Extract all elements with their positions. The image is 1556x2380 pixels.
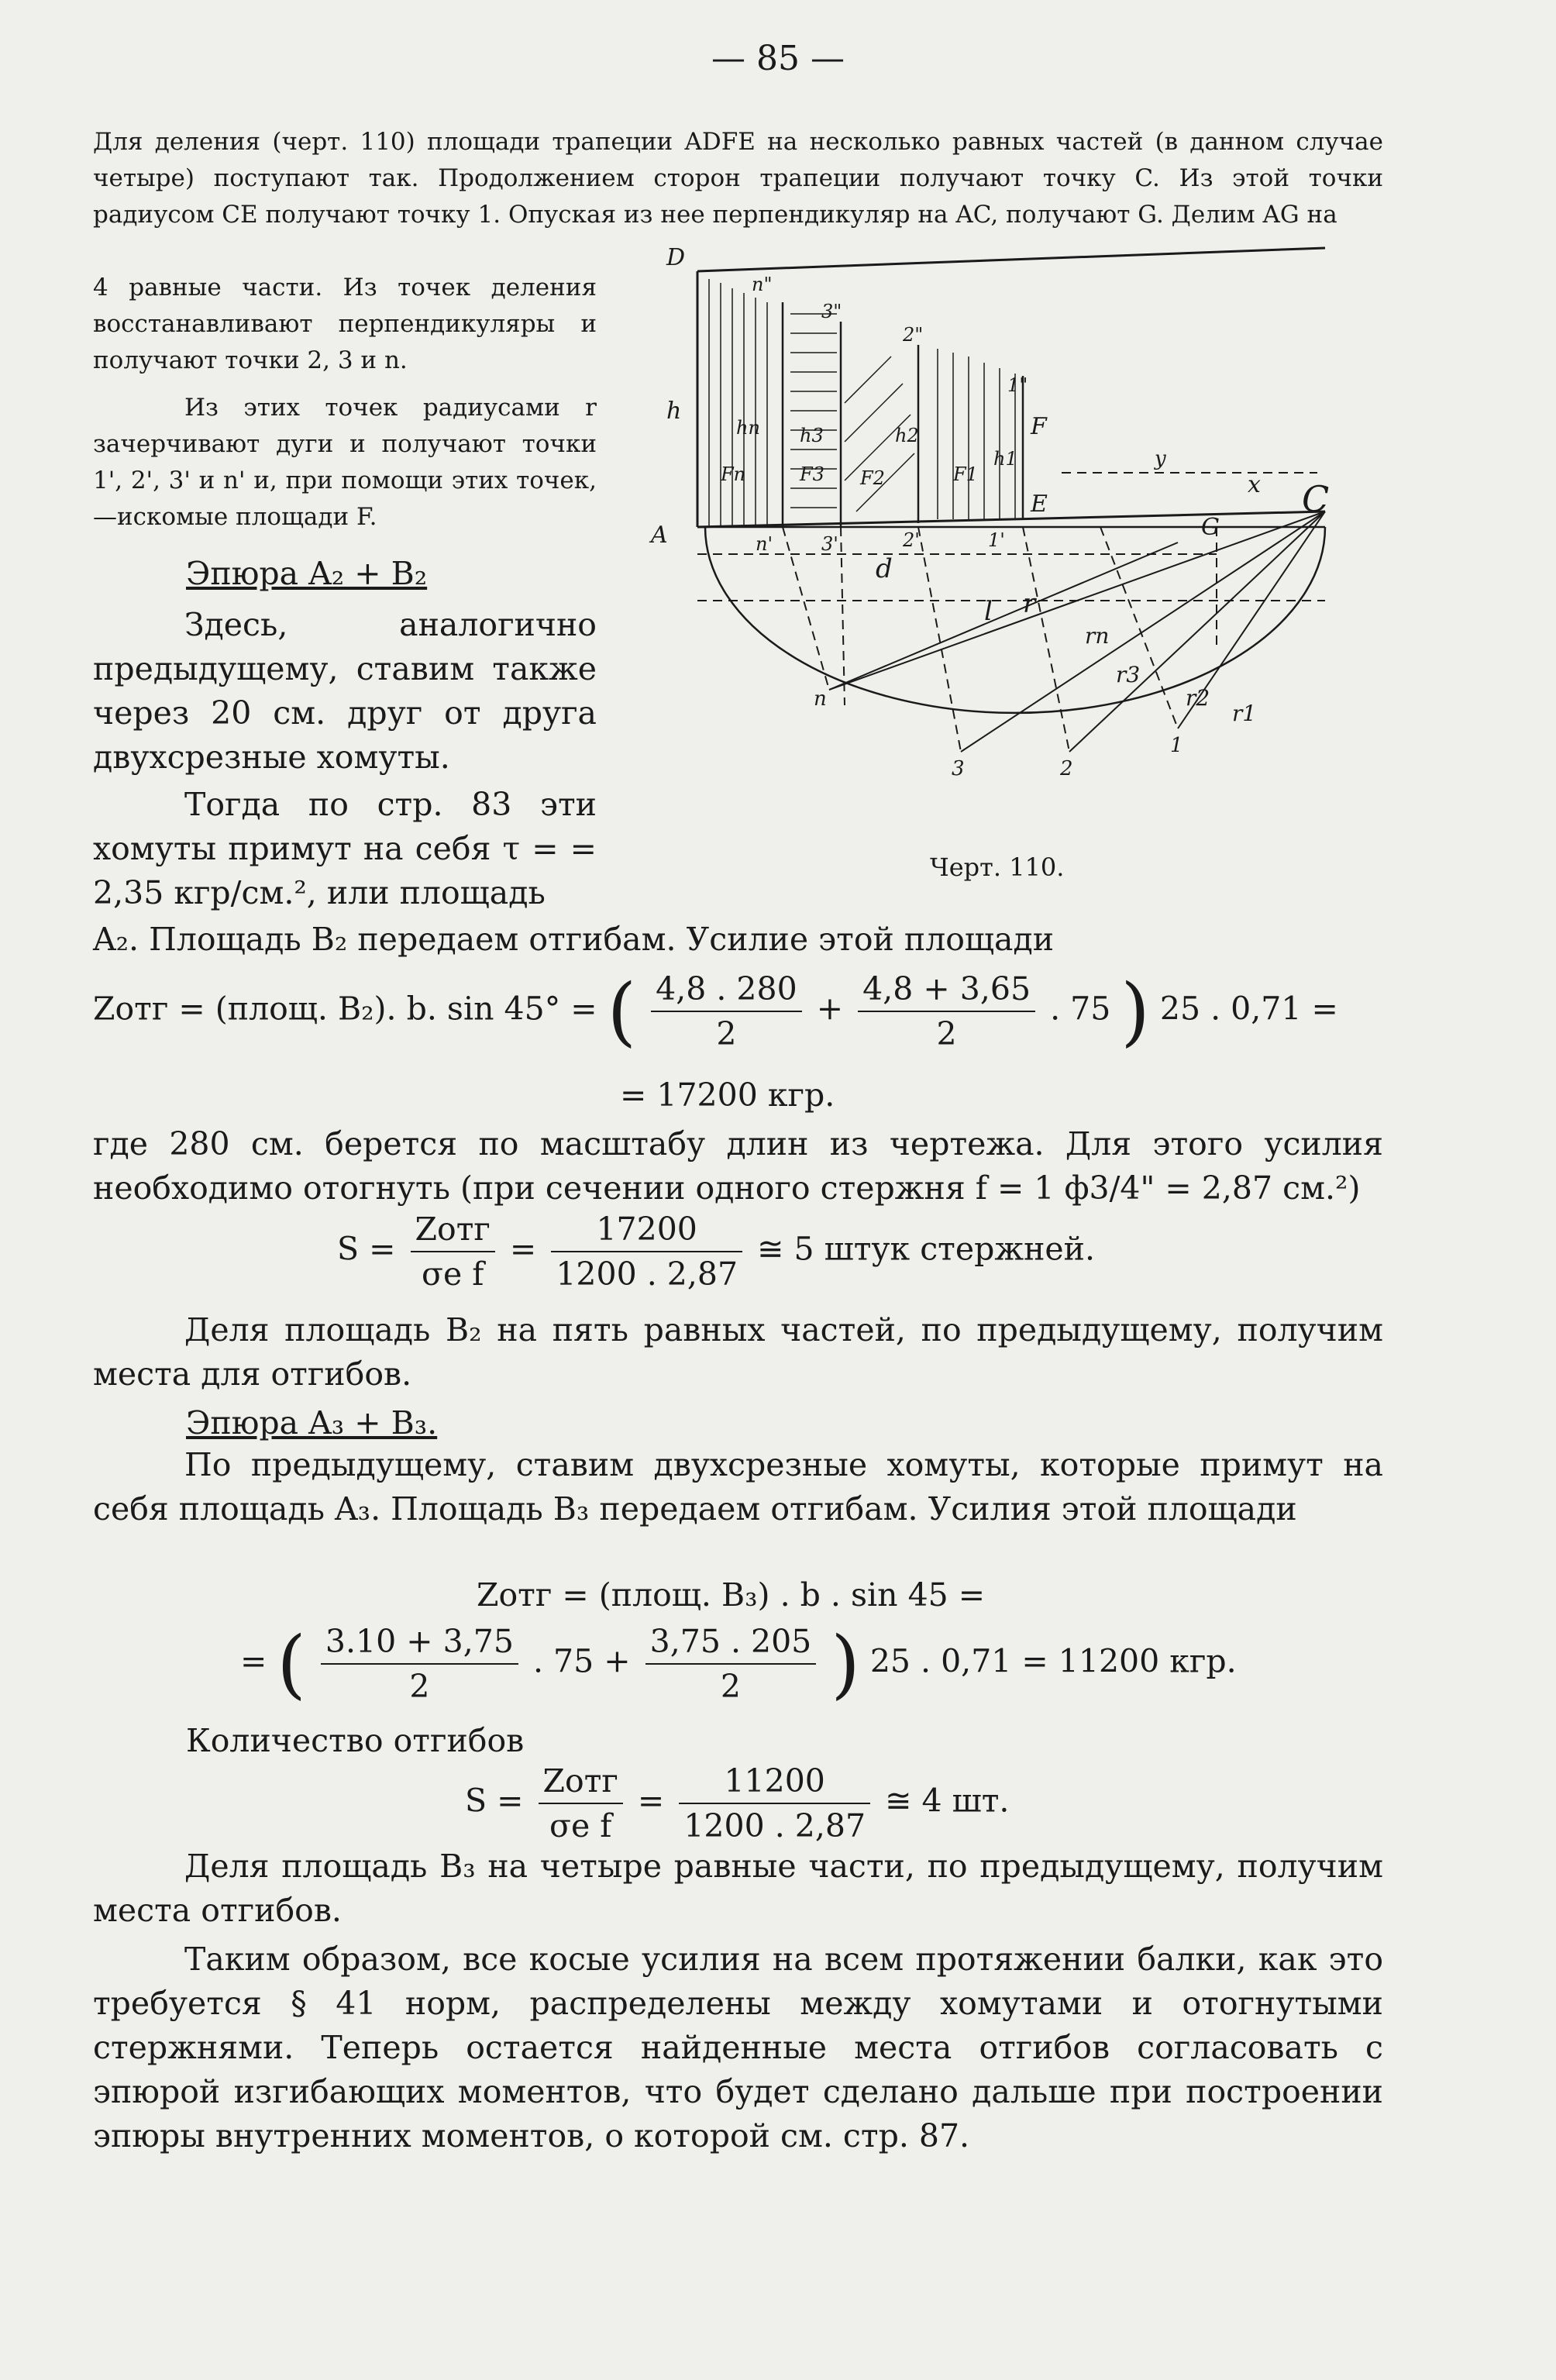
- figure-caption: Черт. 110.: [930, 852, 1065, 882]
- paragraph-final: Таким образом, все косые усилия на всем протяжении балки, как это требуется § 41 норм, распределены между хомутами и отогнутыми стержнями. Теперь остается найденные места отгибов согласовать с эпюрой изгибающих моментов, что будет сделано дальше при построении эпюры внутренних моментов, о которой см. стр. 87.: [93, 1941, 1383, 2154]
- equation-1-fraction-1: $\frac{4,8 . 280}{2}$: [651, 967, 802, 1056]
- equation-2-fraction-2: $\frac{17200}{1200 . 2,87}$: [551, 1207, 742, 1296]
- figure-label-y: y: [1155, 447, 1166, 470]
- figure-label-t1: 2': [903, 529, 920, 551]
- figure-label-r2: r2: [1186, 685, 1210, 711]
- section-heading-a3: Эпюра A₃ + B₃.: [186, 1404, 438, 1441]
- figure-label-l: l: [984, 596, 993, 627]
- equation-3-fraction-2: $\frac{3,75 . 205}{2}$: [645, 1620, 817, 1708]
- figure-label-hn: hn: [736, 417, 760, 439]
- figure-label-o1: 1': [988, 529, 1005, 551]
- equation-2-fraction-1: $\frac{\text{Zотг}}{\text{σe f}}$: [411, 1207, 495, 1296]
- figure-label-rn: rn: [1085, 623, 1110, 649]
- figure-label-x: x: [1248, 471, 1261, 498]
- figure-label-F3: F3: [800, 463, 824, 485]
- figure-label-pn: n: [814, 687, 827, 711]
- equation-1-fraction-2: $\frac{4,8 + 3,65}{2}$: [858, 967, 1035, 1056]
- equation-4: S = $\frac{\text{Zотг}}{\text{σe f}}$ = $\frac{11200}{1200 . 2,87}$ ≅ 4 шт.: [465, 1759, 1009, 1848]
- intro-paragraph: Для деления (черт. 110) площади трапеции ADFE на несколько равных частей (в данном случае четыре) поступают так. Продолжением сторон трапеции получают точку C. Из этой точки радиусом CE получают точку 1. Опуская из нее перпендикуляр на AC, получают G. Делим AG на: [93, 128, 1383, 229]
- figure-label-D: D: [666, 244, 686, 271]
- figure-label-h2: h2: [895, 425, 919, 446]
- section-heading-a2: Эпюра A₂ + B₂: [186, 555, 428, 592]
- figure-label-r: r: [1023, 588, 1036, 619]
- equation-3-fraction-1: $\frac{3.10 + 3,75}{2}$: [321, 1620, 518, 1708]
- section-a2-paragraph-3: A₂. Площадь B₂ передаем отгибам. Усилие этой площади: [93, 921, 1055, 958]
- section-a3-paragraph-1: По предыдущему, ставим двухсрезные хомуты, которые примут на себя площадь A₃. Площадь B₃ передаем отгибам. Усилия этой площади: [93, 1446, 1383, 1528]
- paragraph-where: где 280 см. берется по масштабу длин из чертежа. Для этого усилия необходимо отогнуть (при сечении одного стержня f = 1 ф3/4" = 2,87 см.²): [93, 1125, 1383, 1207]
- equation-4-fraction-1: $\frac{\text{Zотг}}{\text{σe f}}$: [539, 1759, 623, 1848]
- paragraph-divide-2: Деля площадь B₃ на четыре равные части, по предыдущему, получим места отгибов.: [93, 1848, 1383, 1929]
- section-a2-paragraph-2: Тогда по стр. 83 эти хомуты примут на себя τ = = 2,35 кгр/см.², или площадь: [93, 786, 597, 911]
- figure-label-n2: n": [752, 274, 773, 295]
- equation-1: Zотг = (площ. B₂). b. sin 45° = ( $\frac{4,8 . 280}{2}$ + $\frac{4,8 + 3,65}{2}$ . 75 ) 25 . 0,71 =: [93, 968, 1338, 1055]
- equation-3-line-1: Zотг = (площ. B₃) . b . sin 45 =: [477, 1576, 986, 1614]
- equation-1-rhs: 25 . 0,71 =: [1159, 990, 1338, 1028]
- figure-label-E: E: [1031, 491, 1048, 518]
- figure-label-F1: F1: [953, 463, 978, 485]
- figure-label-t2: 2": [903, 324, 924, 346]
- figure-label-p1: 1: [1170, 734, 1183, 757]
- figure-label-A: A: [651, 522, 668, 549]
- equation-2: S = $\frac{\text{Zотг}}{\text{σe f}}$ = $\frac{17200}{1200 . 2,87}$ ≅ 5 штук стержней.: [337, 1207, 1095, 1296]
- figure-label-r1: r1: [1232, 701, 1257, 726]
- figure-label-n1: n': [756, 533, 773, 555]
- figure-label-d: d: [876, 553, 893, 584]
- paragraph-divide-1: Деля площадь B₂ на пять равных частей, по предыдущему, получим места для отгибов.: [93, 1311, 1383, 1393]
- figure-label-s2: 3": [821, 301, 842, 322]
- figure-label-Fn: Fn: [721, 463, 746, 485]
- intro-paragraph-cont: 4 равные части. Из точек деления восстанавливают перпендикуляры и получают точки 2, 3 и n.: [93, 274, 597, 374]
- figure-label-F: F: [1031, 413, 1047, 440]
- figure-label-G: G: [1201, 514, 1220, 541]
- equation-1-result: = 17200 кгр.: [620, 1076, 835, 1114]
- figure-label-h3: h3: [800, 425, 824, 446]
- equation-1-lhs: Zотг = (площ. B₂). b. sin 45° =: [93, 990, 597, 1028]
- equation-3-line-2: = ( $\frac{3.10 + 3,75}{2}$ . 75 + $\frac{3,75 . 205}{2}$ ) 25 . 0,71 = 11200 кгр.: [240, 1621, 1237, 1707]
- figure-label-h1: h1: [993, 448, 1017, 470]
- figure-label-C: C: [1302, 478, 1330, 520]
- section-a2-paragraph-1: Здесь, аналогично предыдущему, ставим также через 20 см. друг от друга двухсрезные хомуты.: [93, 606, 597, 776]
- figure-label-h: h: [666, 398, 682, 425]
- figure-label-p2: 2: [1060, 757, 1073, 780]
- figure-label-p3: 3: [952, 757, 965, 780]
- figure-label-s1: 3': [821, 533, 838, 555]
- figure-110: [635, 244, 1333, 780]
- figure-label-o2: 1": [1007, 374, 1028, 396]
- paragraph-count: Количество отгибов: [186, 1722, 525, 1759]
- intro-paragraph-radii: Из этих точек радиусами r зачерчивают дуги и получают точки 1', 2', 3' и n' и, при помощи этих точек,—искомые площади F.: [93, 394, 597, 531]
- equation-4-fraction-2: $\frac{11200}{1200 . 2,87}$: [679, 1759, 870, 1848]
- figure-label-F2: F2: [860, 467, 885, 489]
- page-number: — 85 —: [711, 39, 845, 78]
- figure-label-r3: r3: [1116, 662, 1141, 687]
